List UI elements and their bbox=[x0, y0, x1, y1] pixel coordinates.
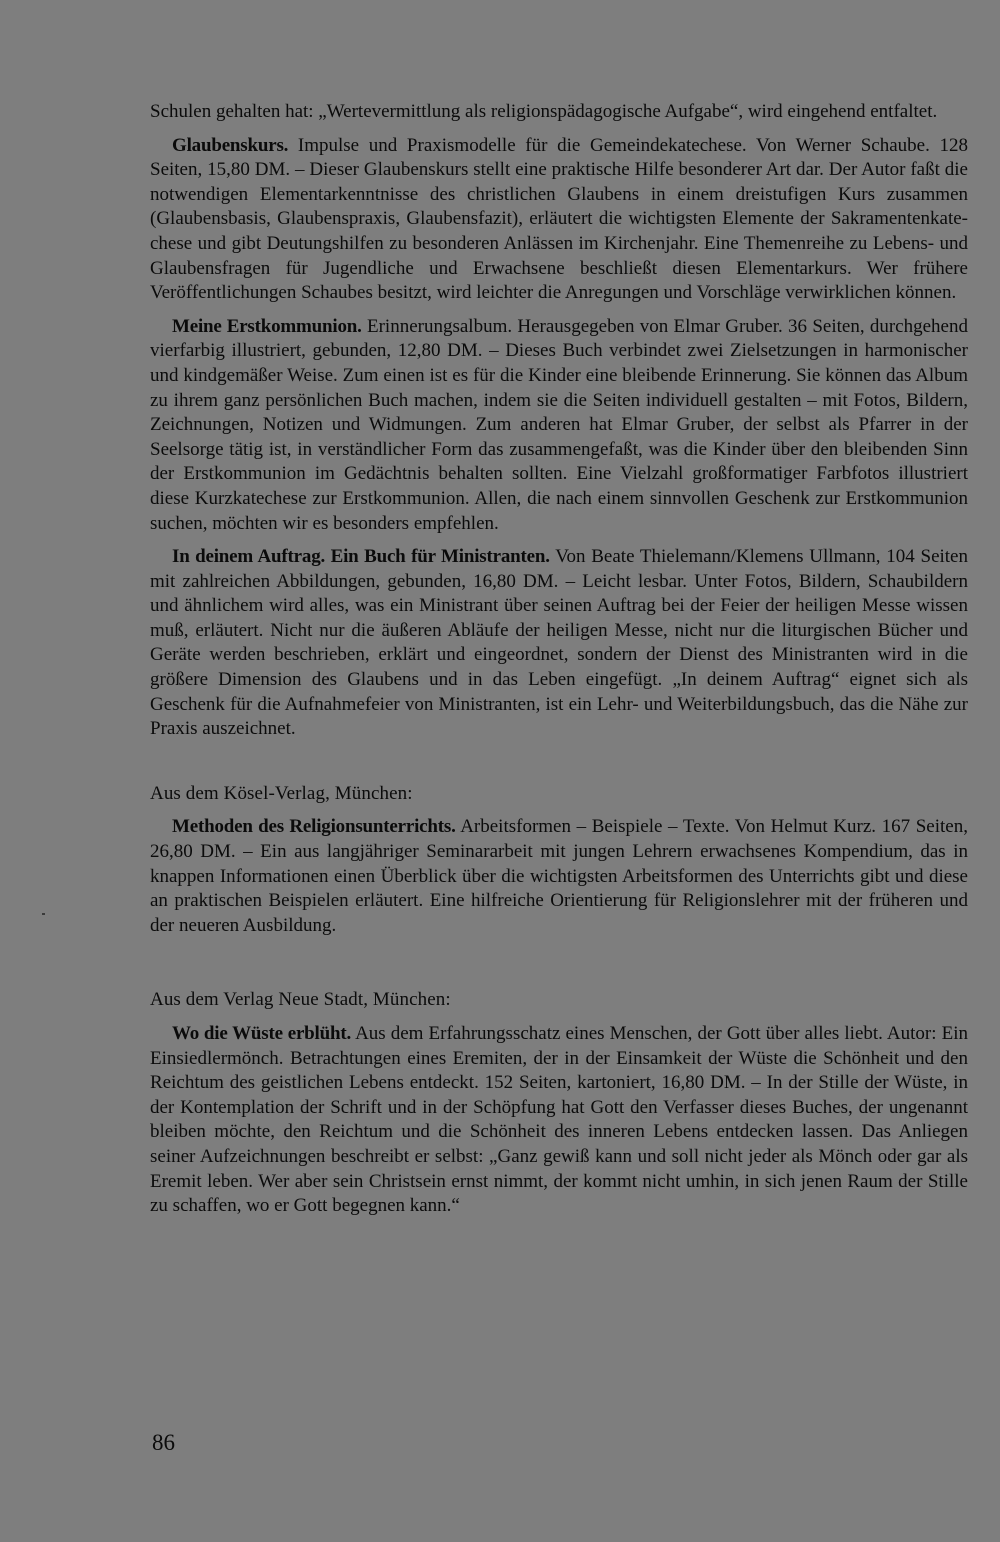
entry-title: Methoden des Religionsunterrichts. bbox=[172, 816, 456, 838]
intro-paragraph bbox=[150, 100, 968, 125]
section-spacer bbox=[150, 751, 968, 782]
entry-glaubenskurs bbox=[150, 134, 968, 306]
section-heading-neue-stadt: Aus dem Verlag Neue Stadt, München: bbox=[150, 989, 451, 1011]
entry-title: Wo die Wüste erblüht. bbox=[172, 1023, 352, 1044]
section-spacer bbox=[150, 947, 968, 988]
entry-body: Aus dem Erfahrungsschatz eines Menschen, der Gott über alles liebt. Autor: Ein Einsiedlermönch. Betrachtungen eines Eremiten, der in der Einsamkeit der Wüste die Schönheit und den Reichtum des geistlichen Lebens entdeckt. 152 Seiten, kartoniert, 16,80 DM. – In der Stille der Wüste, in der Kontemplation der Schrift und in der Schöpfung hat Gott den Verfasser dieses Buches, der ungenannt bleiben möchte, den Reichtum und die Schönheit des inneren Lebens entdecken lassen. Das Anliegen seiner Aufzeichnungen beschreibt er selbst: „Ganz gewiß kann und soll nicht jeder als Mönch oder gar als Eremit leben. Wer aber sein Christsein ernst nimmt, der kommt nicht umhin, in sich jenen Raum der Stille zu schaffen, wo er Gott begegnen kann.“ bbox=[150, 1023, 968, 1217]
entry-title: In deinem Auftrag. Ein Buch für Ministranten. bbox=[172, 546, 550, 568]
intro-text: Schulen gehalten hat: „Wertevermittlung als religionspädagogische Aufgabe“, wird eingehend entfaltet. bbox=[150, 101, 938, 122]
margin-mark bbox=[42, 913, 45, 915]
entry-body: Erinnerungsalbum. Herausgegeben von Elmar Gruber. 36 Seiten, durchgehend vierfarbig illustriert, gebunden, 12,80 DM. – Dieses Buch verbindet zwei Zielsetzungen in harmonischer und kindgemäßer Weise. Zum einen ist es für die Kinder eine bleibende Erinnerung. Sie können das Album zu ihrem ganz persönlichen Buch machen, indem sie die Seiten individuell gestalten – mit Fotos, Bildern, Zeichnungen, Notizen und Widmungen. Zum anderen hat Elmar Gruber, der selbst als Pfarrer in der Seelsorge tätig ist, in verständlicher Form das zusammengefaßt, was die Kinder über den bleibenden Sinn der Erstkommunion im Gedächtnis behalten sollten. Eine Vielzahl großformatiger Farbfotos illustriert diese Kurzkatechese zur Erstkommunion. Allen, die nach einem sinnvollen Geschenk zur Erstkommunion suchen, möchten wir es besonders empfehlen. bbox=[150, 315, 968, 534]
page-number: 86 bbox=[152, 1430, 175, 1455]
entry-in-deinem-auftrag bbox=[150, 545, 968, 742]
entry-methoden-des-religionsunterrichts bbox=[150, 815, 968, 938]
entry-wo-die-wueste-erblueht bbox=[150, 1022, 968, 1219]
section-heading-koesel: Aus dem Kösel-Verlag, München: bbox=[150, 782, 413, 804]
entry-body: Von Beate Thielemann/Klemens Ullmann, 104 Seiten mit zahlreichen Abbildungen, gebunden, 16,80 DM. – Leicht lesbar. Unter Fotos, Bildern, Schaubildern und ähnlichem wird alles, was ein Ministrant über seinen Auftrag bei der Feier der heiligen Messe wissen muß, erläutert. Nicht nur die äußeren Abläufe der heiligen Messe, nicht nur die liturgischen Bücher und Geräte werden beschrieben, erklärt und eingeordnet, sondern der Dienst des Ministranten wird in die größere Dimension des Glaubens und in das Leben eingefügt. „In deinem Auftrag“ eignet sich als Geschenk für die Aufnahmefeier von Ministranten, ist ein Lehr- und Weiterbildungsbuch, das die Nähe zur Praxis auszeichnet. bbox=[150, 546, 968, 740]
entry-title: Glaubenskurs. bbox=[172, 134, 289, 156]
entry-body: Arbeitsformen – Beispiele – Texte. Von Helmut Kurz. 167 Seiten, 26,80 DM. – Ein aus langjähriger Seminararbeit mit jungen Lehrern erwachsenes Kompendium, das in knappen Informationen einen Überblick über die wichtigsten Arbeitsformen des Unterrichts gibt und diese an praktischen Beispielen erläutert. Eine hilfreiche Orientierung für Religionslehrer mit der früheren und der neueren Ausbildung. bbox=[150, 816, 968, 936]
entry-body: Impulse und Praxismodelle für die Gemeindekatechese. Von Werner Schaube. 128 Seiten, 15,80 DM. – Dieser Glaubenskurs stellt eine praktische Hilfe besonderer Art dar. Der Autor faßt die notwendigen Elementarkenntnisse des christlichen Glaubens in einem dreistufigen Kurs zusammen (Glaubensbasis, Glaubenspraxis, Glaubensfazit), erläutert die wichtigsten Elemente der Sakramentenkatechese und gibt Deutungshilfen zu besonderen Anlässen im Kirchenjahr. Eine Themenreihe zu Lebens- und Glaubensfragen für Jugendliche und Erwachsene beschließt diesen Elementarkurs. Wer frühere Veröffentlichungen Schaubes besitzt, wird leichter die Anregungen und Vorschläge verwirklichen können. bbox=[150, 134, 968, 304]
page-body bbox=[150, 100, 968, 1228]
entry-title: Meine Erstkommunion. bbox=[172, 315, 362, 337]
entry-meine-erstkommunion bbox=[150, 315, 968, 536]
